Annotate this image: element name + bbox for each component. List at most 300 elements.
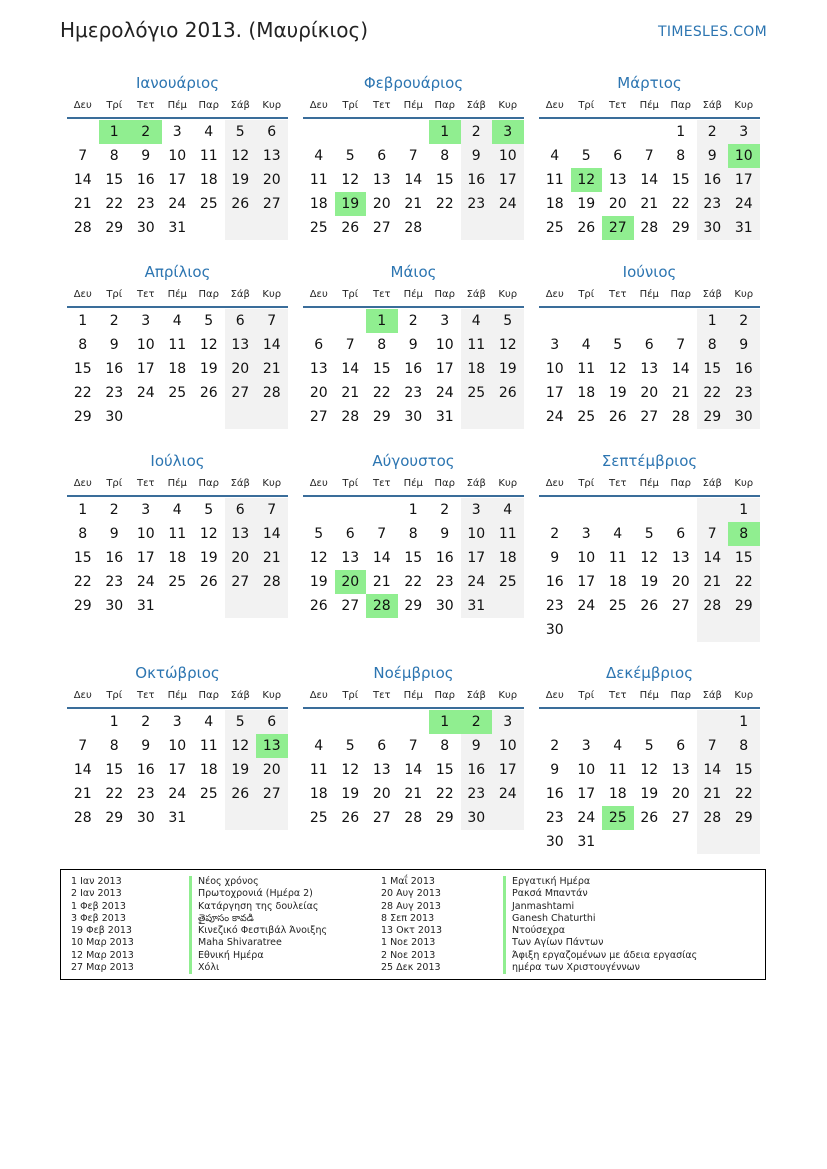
- day-cell: 23: [461, 782, 493, 806]
- empty-day-cell: [162, 405, 194, 429]
- weekday-label: Πέμ: [639, 690, 659, 701]
- day-cell: 26: [309, 598, 328, 614]
- day-cell: 14: [372, 550, 391, 566]
- day-cell: 10: [136, 526, 155, 542]
- holiday-names-col-1: [189, 876, 327, 974]
- day-cell: 30: [545, 622, 564, 638]
- day-cell: 21: [640, 196, 659, 212]
- day-cell: 26: [640, 810, 659, 826]
- day-cell: 13: [309, 361, 328, 377]
- day-cell: 29: [728, 594, 760, 618]
- day-cell: 23: [404, 385, 423, 401]
- day-cell: 26: [225, 192, 257, 216]
- day-cell: 12: [640, 550, 659, 566]
- day-cell: 3: [141, 502, 151, 518]
- month-11: [303, 661, 524, 830]
- empty-day-cell: [67, 710, 99, 734]
- empty-day-cell: [728, 830, 760, 854]
- weekday-label: Κυρ: [262, 478, 282, 489]
- weekday-label: Δευ: [309, 478, 328, 489]
- day-cell: 12: [640, 762, 659, 778]
- empty-day-cell: [366, 120, 398, 144]
- day-cell: 9: [109, 337, 119, 353]
- day-cell: 26: [341, 810, 360, 826]
- holiday-date: 2 Νοε 2013: [381, 949, 436, 961]
- day-cell: 18: [545, 196, 564, 212]
- holiday-name: Κατάργηση της δουλείας: [189, 901, 327, 913]
- day-cell: 6: [345, 526, 355, 542]
- day-cell: 15: [671, 172, 690, 188]
- day-cell: 5: [225, 120, 257, 144]
- day-cell: 31: [461, 594, 493, 618]
- day-cell: 22: [435, 196, 454, 212]
- empty-day-cell: [303, 120, 335, 144]
- day-cell: 23: [105, 574, 124, 590]
- weekday-label: Σάβ: [466, 690, 486, 701]
- day-cell: 15: [73, 361, 92, 377]
- day-grid: [303, 710, 524, 830]
- day-cell: 4: [461, 309, 493, 333]
- day-cell: 10: [492, 144, 524, 168]
- day-cell: 5: [581, 148, 591, 164]
- month-1: [67, 71, 288, 240]
- weekday-label: Παρ: [198, 100, 219, 111]
- day-cell: 14: [697, 546, 729, 570]
- day-cell: 13: [640, 361, 659, 377]
- empty-day-cell: [571, 710, 603, 734]
- day-grid: [303, 309, 524, 429]
- empty-day-cell: [256, 594, 288, 618]
- empty-day-cell: [697, 498, 729, 522]
- weekday-label: Τρί: [342, 289, 359, 300]
- day-cell: 2: [109, 502, 119, 518]
- day-cell: 21: [341, 385, 360, 401]
- day-cell: 14: [73, 762, 92, 778]
- day-cell: 8: [78, 337, 88, 353]
- day-cell: 18: [309, 786, 328, 802]
- day-cell: 8: [78, 526, 88, 542]
- weekday-label: Τετ: [136, 100, 155, 111]
- holiday-day-cell: 1: [99, 120, 131, 144]
- weekday-header: [303, 284, 524, 308]
- holiday-day-cell: 1: [429, 120, 461, 144]
- empty-day-cell: [602, 309, 634, 333]
- weekday-label: Δευ: [73, 690, 92, 701]
- day-cell: 16: [105, 361, 124, 377]
- empty-day-cell: [634, 830, 666, 854]
- day-cell: 3: [141, 313, 151, 329]
- day-cell: 17: [577, 786, 596, 802]
- day-cell: 12: [309, 550, 328, 566]
- weekday-label: Πέμ: [403, 478, 423, 489]
- day-cell: 16: [545, 786, 564, 802]
- day-cell: 11: [309, 762, 328, 778]
- month-3: [539, 71, 760, 240]
- month-name: Ιανουάριος: [135, 74, 219, 92]
- weekday-label: Δευ: [545, 478, 564, 489]
- day-cell: 22: [372, 385, 391, 401]
- weekday-label: Πέμ: [639, 100, 659, 111]
- day-cell: 3: [581, 738, 591, 754]
- day-cell: 13: [608, 172, 627, 188]
- day-cell: 22: [73, 574, 92, 590]
- day-cell: 10: [577, 550, 596, 566]
- empty-day-cell: [665, 309, 697, 333]
- day-cell: 30: [435, 598, 454, 614]
- day-cell: 19: [640, 574, 659, 590]
- day-cell: 17: [545, 385, 564, 401]
- month-name: Νοέμβριος: [373, 664, 454, 682]
- month-name: Μάρτιος: [617, 74, 682, 92]
- day-cell: 28: [697, 594, 729, 618]
- day-cell: 12: [225, 734, 257, 758]
- weekday-label: Σάβ: [702, 289, 722, 300]
- weekday-label: Παρ: [198, 690, 219, 701]
- day-cell: 6: [225, 498, 257, 522]
- day-cell: 17: [492, 758, 524, 782]
- empty-day-cell: [225, 216, 257, 240]
- day-cell: 15: [105, 762, 124, 778]
- day-cell: 9: [141, 738, 151, 754]
- day-cell: 23: [545, 810, 564, 826]
- day-cell: 23: [435, 574, 454, 590]
- holiday-date: 1 Ιαν 2013: [71, 876, 122, 887]
- holiday-dates-col-1: [71, 876, 134, 974]
- day-cell: 28: [640, 220, 659, 236]
- day-cell: 14: [341, 361, 360, 377]
- day-cell: 23: [105, 385, 124, 401]
- day-cell: 20: [372, 196, 391, 212]
- weekday-label: Τρί: [342, 478, 359, 489]
- weekday-label: Τετ: [372, 690, 391, 701]
- weekday-header: [67, 473, 288, 497]
- day-cell: 21: [256, 357, 288, 381]
- holiday-name: Ντούσεχρα: [503, 925, 697, 937]
- day-cell: 8: [109, 738, 119, 754]
- day-cell: 7: [256, 498, 288, 522]
- day-cell: 6: [225, 309, 257, 333]
- day-cell: 16: [435, 550, 454, 566]
- day-cell: 5: [204, 313, 214, 329]
- day-cell: 11: [492, 522, 524, 546]
- day-cell: 21: [404, 786, 423, 802]
- weekday-label: Δευ: [73, 100, 92, 111]
- weekday-label: Κυρ: [734, 690, 754, 701]
- month-2: [303, 71, 524, 240]
- day-cell: 30: [545, 834, 564, 850]
- day-cell: 10: [577, 762, 596, 778]
- holiday-name: Maha Shivaratree: [189, 937, 327, 949]
- day-cell: 22: [105, 196, 124, 212]
- empty-day-cell: [303, 710, 335, 734]
- weekday-label: Σάβ: [230, 690, 250, 701]
- weekday-label: Κυρ: [734, 289, 754, 300]
- weekday-label: Πέμ: [403, 289, 423, 300]
- day-cell: 19: [640, 786, 659, 802]
- day-cell: 27: [372, 810, 391, 826]
- weekday-label: Τετ: [136, 478, 155, 489]
- empty-day-cell: [256, 216, 288, 240]
- empty-day-cell: [665, 498, 697, 522]
- day-cell: 20: [372, 786, 391, 802]
- day-cell: 16: [404, 361, 423, 377]
- day-cell: 20: [225, 357, 257, 381]
- day-cell: 29: [728, 806, 760, 830]
- month-9: [539, 449, 760, 642]
- day-cell: 11: [608, 762, 627, 778]
- day-cell: 6: [314, 337, 324, 353]
- weekday-label: Παρ: [434, 478, 455, 489]
- holiday-day-cell: 13: [256, 734, 288, 758]
- day-cell: 28: [341, 409, 360, 425]
- day-cell: 26: [608, 409, 627, 425]
- day-cell: 23: [136, 786, 155, 802]
- day-cell: 30: [136, 220, 155, 236]
- day-cell: 2: [550, 526, 560, 542]
- day-cell: 26: [199, 574, 218, 590]
- weekday-label: Σάβ: [702, 690, 722, 701]
- day-cell: 1: [728, 498, 760, 522]
- weekday-label: Τετ: [372, 478, 391, 489]
- day-cell: 26: [492, 381, 524, 405]
- empty-day-cell: [130, 405, 162, 429]
- day-cell: 27: [640, 409, 659, 425]
- day-cell: 14: [671, 361, 690, 377]
- weekday-label: Κυρ: [498, 478, 518, 489]
- brand-link[interactable]: TIMESLES.COM: [658, 24, 767, 40]
- day-cell: 21: [73, 786, 92, 802]
- day-cell: 10: [545, 361, 564, 377]
- day-cell: 10: [168, 738, 187, 754]
- day-cell: 11: [168, 337, 187, 353]
- weekday-label: Τετ: [608, 289, 627, 300]
- day-cell: 31: [136, 598, 155, 614]
- month-6: [539, 260, 760, 429]
- day-cell: 12: [492, 333, 524, 357]
- day-cell: 20: [225, 546, 257, 570]
- day-cell: 3: [440, 313, 450, 329]
- holiday-date: 2 Ιαν 2013: [71, 888, 122, 900]
- day-cell: 9: [461, 144, 493, 168]
- weekday-label: Πέμ: [167, 100, 187, 111]
- empty-day-cell: [366, 710, 398, 734]
- holiday-date: 20 Αυγ 2013: [381, 888, 441, 900]
- day-cell: 8: [676, 148, 686, 164]
- day-cell: 22: [728, 570, 760, 594]
- weekday-label: Τετ: [136, 690, 155, 701]
- holiday-date: 1 Φεβ 2013: [71, 900, 126, 912]
- page-title: Ημερολόγιο 2013. (Μαυρίκιος): [60, 18, 368, 42]
- day-cell: 22: [404, 574, 423, 590]
- day-cell: 6: [256, 120, 288, 144]
- day-cell: 4: [550, 148, 560, 164]
- day-cell: 26: [577, 220, 596, 236]
- empty-day-cell: [539, 498, 571, 522]
- empty-day-cell: [634, 618, 666, 642]
- day-cell: 14: [256, 333, 288, 357]
- empty-day-cell: [225, 594, 257, 618]
- day-cell: 12: [341, 762, 360, 778]
- weekday-label: Δευ: [545, 289, 564, 300]
- day-cell: 15: [728, 758, 760, 782]
- day-cell: 31: [577, 834, 596, 850]
- day-cell: 3: [461, 498, 493, 522]
- day-cell: 3: [550, 337, 560, 353]
- day-cell: 19: [577, 196, 596, 212]
- empty-day-cell: [697, 830, 729, 854]
- day-cell: 27: [671, 598, 690, 614]
- empty-day-cell: [728, 618, 760, 642]
- weekday-label: Κυρ: [498, 100, 518, 111]
- day-cell: 25: [545, 220, 564, 236]
- empty-day-cell: [335, 120, 367, 144]
- holiday-name: Χόλι: [189, 962, 327, 974]
- weekday-label: Τετ: [136, 289, 155, 300]
- weekday-label: Δευ: [73, 289, 92, 300]
- day-cell: 1: [697, 309, 729, 333]
- weekday-label: Παρ: [670, 478, 691, 489]
- day-cell: 27: [309, 409, 328, 425]
- day-cell: 7: [78, 148, 88, 164]
- weekday-label: Πέμ: [167, 289, 187, 300]
- empty-day-cell: [492, 216, 524, 240]
- day-grid: [539, 498, 760, 642]
- weekday-label: Δευ: [309, 289, 328, 300]
- empty-day-cell: [697, 710, 729, 734]
- day-cell: 10: [168, 148, 187, 164]
- day-cell: 8: [697, 333, 729, 357]
- empty-day-cell: [398, 120, 430, 144]
- day-cell: 25: [577, 409, 596, 425]
- holiday-name: Ganesh Chaturthi: [503, 913, 697, 925]
- month-name: Ιούλιος: [150, 452, 205, 470]
- day-cell: 19: [225, 758, 257, 782]
- holiday-date: 8 Σεπ 2013: [381, 912, 435, 924]
- day-cell: 12: [199, 526, 218, 542]
- weekday-label: Παρ: [670, 289, 691, 300]
- weekday-label: Δευ: [309, 690, 328, 701]
- empty-day-cell: [634, 710, 666, 734]
- day-cell: 29: [372, 409, 391, 425]
- day-cell: 28: [671, 409, 690, 425]
- day-cell: 17: [435, 361, 454, 377]
- day-cell: 2: [728, 309, 760, 333]
- day-cell: 5: [345, 738, 355, 754]
- day-cell: 14: [697, 758, 729, 782]
- weekday-header: [539, 95, 760, 119]
- empty-day-cell: [303, 309, 335, 333]
- holiday-name: Janmashtami: [503, 901, 697, 913]
- day-cell: 8: [377, 337, 387, 353]
- holiday-date: 13 Οκτ 2013: [381, 925, 443, 937]
- day-cell: 16: [136, 762, 155, 778]
- month-name: Οκτώβριος: [135, 664, 220, 682]
- holiday-name: ημέρα των Χριστουγέννων: [503, 962, 697, 974]
- day-cell: 18: [168, 550, 187, 566]
- day-cell: 3: [728, 120, 760, 144]
- day-cell: 6: [644, 337, 654, 353]
- weekday-label: Πέμ: [403, 100, 423, 111]
- day-cell: 14: [256, 522, 288, 546]
- day-cell: 25: [492, 570, 524, 594]
- month-12: [539, 661, 760, 854]
- day-cell: 15: [435, 762, 454, 778]
- day-cell: 13: [256, 144, 288, 168]
- empty-day-cell: [602, 710, 634, 734]
- weekday-header: [67, 685, 288, 709]
- day-cell: 18: [608, 786, 627, 802]
- day-cell: 4: [613, 526, 623, 542]
- day-cell: 17: [168, 762, 187, 778]
- day-cell: 4: [204, 714, 214, 730]
- empty-day-cell: [665, 830, 697, 854]
- day-cell: 18: [309, 196, 328, 212]
- holiday-date: 1 Μαΐ 2013: [381, 876, 435, 887]
- day-cell: 3: [172, 714, 182, 730]
- empty-day-cell: [492, 594, 524, 618]
- empty-day-cell: [539, 120, 571, 144]
- day-grid: [539, 309, 760, 429]
- weekday-header: [67, 284, 288, 308]
- day-cell: 5: [492, 309, 524, 333]
- month-4: [67, 260, 288, 429]
- holiday-day-cell: 25: [602, 806, 634, 830]
- day-cell: 13: [671, 762, 690, 778]
- day-cell: 19: [199, 361, 218, 377]
- day-cell: 9: [408, 337, 418, 353]
- weekday-header: [67, 95, 288, 119]
- day-cell: 25: [608, 598, 627, 614]
- weekday-label: Τρί: [578, 100, 595, 111]
- empty-day-cell: [539, 710, 571, 734]
- day-cell: 4: [314, 738, 324, 754]
- day-cell: 11: [461, 333, 493, 357]
- day-cell: 22: [728, 782, 760, 806]
- day-cell: 27: [671, 810, 690, 826]
- day-cell: 9: [141, 148, 151, 164]
- day-cell: 13: [225, 522, 257, 546]
- day-cell: 7: [256, 309, 288, 333]
- day-cell: 24: [136, 385, 155, 401]
- empty-day-cell: [571, 618, 603, 642]
- empty-day-cell: [571, 309, 603, 333]
- weekday-label: Κυρ: [262, 690, 282, 701]
- day-cell: 21: [73, 196, 92, 212]
- day-cell: 22: [671, 196, 690, 212]
- weekday-label: Παρ: [198, 289, 219, 300]
- day-cell: 25: [199, 786, 218, 802]
- day-cell: 5: [314, 526, 324, 542]
- day-cell: 7: [408, 738, 418, 754]
- day-cell: 29: [697, 405, 729, 429]
- weekday-header: [539, 685, 760, 709]
- weekday-label: Τρί: [578, 289, 595, 300]
- empty-day-cell: [665, 618, 697, 642]
- day-cell: 27: [256, 192, 288, 216]
- empty-day-cell: [634, 120, 666, 144]
- empty-day-cell: [697, 618, 729, 642]
- holiday-name: Εργατική Ημέρα: [503, 876, 697, 888]
- day-cell: 11: [545, 172, 564, 188]
- day-cell: 3: [492, 710, 524, 734]
- day-cell: 17: [136, 361, 155, 377]
- day-cell: 2: [109, 313, 119, 329]
- day-cell: 23: [136, 196, 155, 212]
- day-cell: 17: [728, 168, 760, 192]
- empty-day-cell: [634, 309, 666, 333]
- empty-day-cell: [461, 405, 493, 429]
- weekday-label: Παρ: [670, 690, 691, 701]
